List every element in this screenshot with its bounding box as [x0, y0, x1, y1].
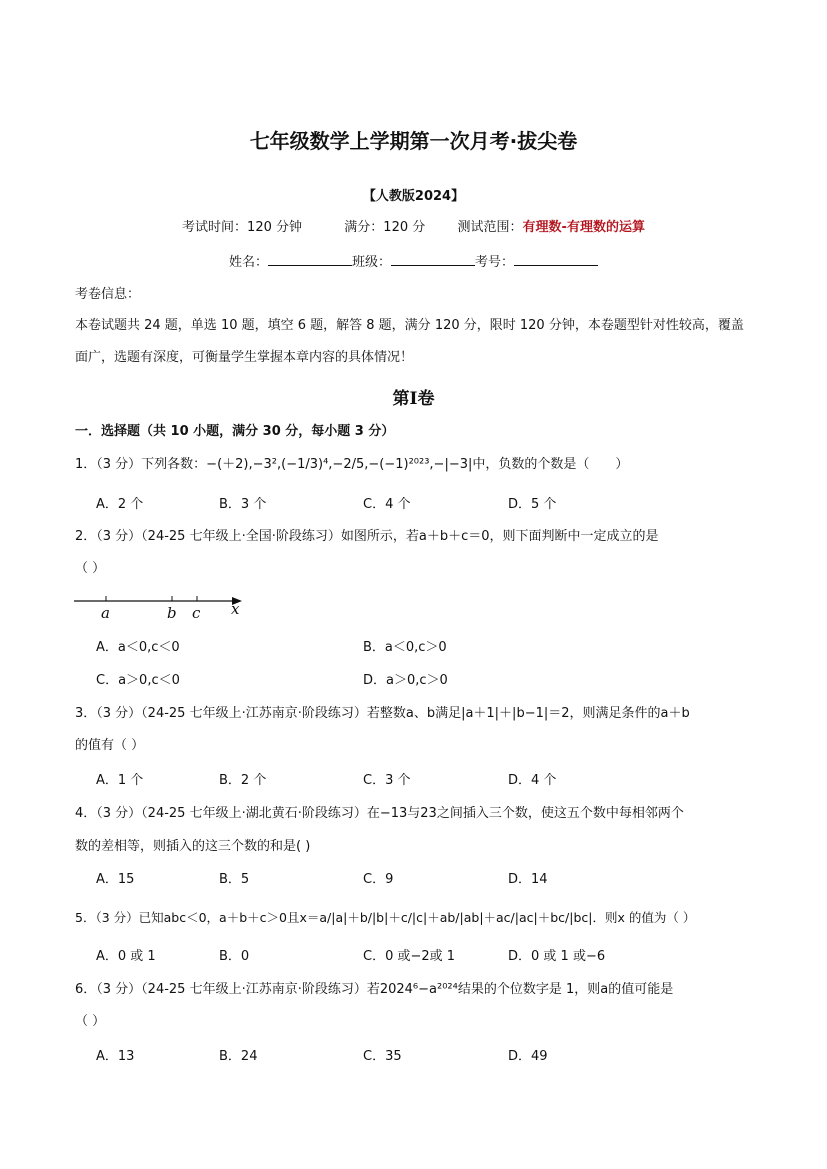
q1-option-d[interactable]: D．5 个 [508, 497, 557, 512]
q5-option-b[interactable]: B．0 [219, 949, 250, 964]
q4-option-c[interactable]: C．9 [363, 872, 394, 887]
time-label: 考试时间： [182, 220, 248, 235]
class-field[interactable] [391, 253, 475, 266]
exam-info-text: 本卷试题共 24 题，单选 10 题，填空 6 题，解答 8 题，满分 120 分，限时 120 分钟，本卷题型针对性较高，覆盖 [75, 318, 744, 333]
q2-option-a[interactable]: A．a＜0,c＜0 [96, 640, 180, 655]
page-title: 七年级数学上学期第一次月考·拔尖卷 [249, 129, 578, 153]
question-6-cont: （ ） [75, 1014, 106, 1029]
name-field[interactable] [268, 253, 352, 266]
exam-info-line [0, 219, 827, 237]
id-label: 考号： [475, 255, 515, 270]
name-label: 姓名： [228, 255, 268, 270]
q6-option-d[interactable]: D．49 [508, 1049, 548, 1064]
section-heading: 一．选择题（共 10 小题，满分 30 分，每小题 3 分） [75, 424, 395, 439]
q3-option-c[interactable]: C．3 个 [363, 773, 411, 788]
time-value: 120 分钟 [247, 220, 302, 235]
q5-option-d[interactable]: D．0 或 1 或−6 [508, 949, 606, 964]
q4-option-a[interactable]: A．15 [96, 872, 135, 887]
axis-label-b: b [167, 604, 177, 622]
q1-option-b[interactable]: B．3 个 [219, 497, 267, 512]
q4-option-d[interactable]: D．14 [508, 872, 548, 887]
question-4-cont: 数的差相等，则插入的这三个数的和是( ) [75, 839, 311, 854]
q1-option-c[interactable]: C．4 个 [363, 497, 411, 512]
class-label: 班级： [351, 255, 391, 270]
exam-info-label: 考卷信息： [75, 287, 141, 302]
q3-option-a[interactable]: A．1 个 [96, 773, 144, 788]
q2-option-b[interactable]: B．a＜0,c＞0 [363, 640, 447, 655]
q5-option-a[interactable]: A．0 或 1 [96, 949, 156, 964]
question-3-cont: 的值有（ ） [75, 738, 145, 753]
number-line-figure [72, 592, 252, 624]
score-value: 120 分 [383, 220, 426, 235]
score-label: 满分： [344, 220, 384, 235]
exam-info-text: 面广，选题有深度，可衡量学生掌握本章内容的具体情况！ [75, 350, 414, 365]
axis-label-x: x [231, 600, 240, 618]
range-label: 测试范围： [457, 220, 523, 235]
range-value: 有理数-有理数的运算 [522, 220, 645, 235]
q2-option-c[interactable]: C．a＞0,c＜0 [96, 673, 180, 688]
q6-option-c[interactable]: C．35 [363, 1049, 402, 1064]
question-5: 5．（3 分）已知abc＜0，a＋b＋c＞0且x＝a/|a|＋b/|b|＋c/|c|＋ab/|ab|＋ac/|ac|＋bc/|bc|．则x 的值为（ ） [75, 910, 696, 925]
question-2: 2．（3 分）（24-25 七年级上·全国·阶段练习）如图所示，若a＋b＋c＝0，则下面判断中一定成立的是 [75, 529, 659, 544]
q5-option-c[interactable]: C．0 或−2或 1 [363, 949, 456, 964]
edition: 【人教版2024】 [362, 189, 465, 204]
question-1: 1．（3 分）下列各数：−(＋2),−3²,(−1/3)⁴,−2/5,−(−1)²⁰²³,−|−3|中，负数的个数是（ ） [75, 457, 629, 472]
q4-option-b[interactable]: B．5 [219, 872, 250, 887]
q6-option-a[interactable]: A．13 [96, 1049, 135, 1064]
q3-option-d[interactable]: D．4 个 [508, 773, 557, 788]
volume-heading: 第Ⅰ卷 [392, 389, 435, 409]
q3-option-b[interactable]: B．2 个 [219, 773, 267, 788]
question-6: 6．（3 分）（24-25 七年级上·江苏南京·阶段练习）若2024⁶−a²⁰²⁴结果的个位数字是 1，则a的值可能是 [75, 982, 674, 997]
q2-option-d[interactable]: D．a＞0,c＞0 [363, 673, 448, 688]
id-field[interactable] [514, 253, 598, 266]
axis-label-c: c [192, 604, 201, 622]
question-4: 4．（3 分）（24-25 七年级上·湖北黄石·阶段练习）在−13与23之间插入三个数，使这五个数中每相邻两个 [75, 806, 684, 821]
axis-label-a: a [101, 604, 110, 622]
question-2-cont: （ ） [75, 561, 106, 576]
q1-option-a[interactable]: A．2 个 [96, 497, 144, 512]
student-fields [0, 253, 827, 272]
q6-option-b[interactable]: B．24 [219, 1049, 258, 1064]
question-3: 3．（3 分）（24-25 七年级上·江苏南京·阶段练习）若整数a、b满足|a＋1|＋|b−1|＝2，则满足条件的a＋b [75, 706, 690, 721]
